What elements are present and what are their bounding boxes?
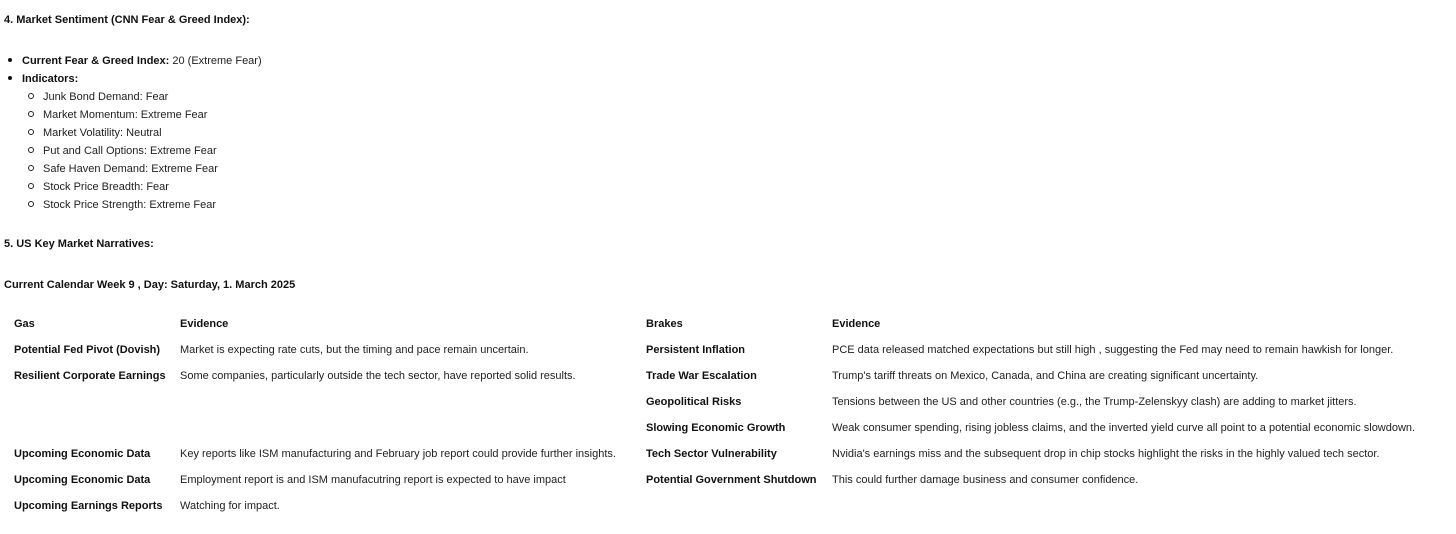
table-row (8, 389, 1446, 415)
brake-cell: Geopolitical Risks (646, 396, 742, 408)
circle-bullet-icon (28, 147, 34, 153)
circle-bullet-icon (28, 111, 34, 117)
brake-cell (640, 493, 826, 519)
gas-evidence-cell: Key reports like ISM manufacturing and February job report could provide further insights. (180, 448, 616, 460)
table-header-row (8, 311, 1446, 337)
current-index-label: Current Fear & Greed Index: (22, 55, 170, 67)
brake-evidence-cell: Nvidia's earnings miss and the subsequent drop in chip stocks highlight the risks in the highly valued tech sector. (832, 448, 1380, 460)
header-brakes: Brakes (646, 318, 683, 330)
gas-evidence-cell (174, 415, 640, 441)
brake-evidence-cell: Tensions between the US and other countries (e.g., the Trump-Zelenskyy clash) are adding to market jitters. (832, 396, 1357, 408)
indicator-text: Junk Bond Demand: Fear (43, 91, 169, 103)
indicator-text: Put and Call Options: Extreme Fear (43, 145, 217, 157)
gas-evidence-cell: Employment report is and ISM manufacutring report is expected to have impact (180, 474, 566, 486)
indicator-item (28, 91, 168, 103)
circle-bullet-icon (28, 165, 34, 171)
indicator-item (28, 181, 169, 193)
gas-evidence-cell: Market is expecting rate cuts, but the timing and pace remain uncertain. (180, 344, 529, 356)
indicators-label: Indicators: (22, 73, 79, 85)
brake-cell: Persistent Inflation (646, 344, 746, 356)
table-row (8, 441, 1446, 467)
gas-evidence-cell: Watching for impact. (180, 500, 280, 512)
brake-evidence-cell: PCE data released matched expectations but still high , suggesting the Fed may need to remain hawkish for longer. (832, 344, 1394, 356)
table-row (8, 467, 1446, 493)
circle-bullet-icon (28, 93, 34, 99)
indicators-item (8, 73, 78, 85)
header-gas-evidence: Evidence (180, 318, 229, 330)
brake-cell: Slowing Economic Growth (646, 422, 786, 434)
brake-cell: Tech Sector Vulnerability (646, 448, 777, 460)
current-index-item (8, 55, 262, 67)
calendar-line: Current Calendar Week 9 , Day: Saturday, 1. March 2025 (4, 279, 296, 291)
brake-evidence-cell: This could further damage business and consumer confidence. (832, 474, 1139, 486)
gas-cell: Upcoming Earnings Reports (14, 500, 163, 512)
brake-evidence-cell: Weak consumer spending, rising jobless claims, and the inverted yield curve all point to a potential economic slowdown. (832, 422, 1416, 434)
section-5-heading: 5. US Key Market Narratives: (4, 238, 154, 250)
gas-evidence-cell: Some companies, particularly outside the tech sector, have reported solid results. (180, 370, 576, 382)
header-brakes-evidence: Evidence (832, 318, 881, 330)
indicator-text: Stock Price Strength: Extreme Fear (43, 199, 217, 211)
brake-evidence-cell (826, 493, 1446, 519)
indicator-text: Market Volatility: Neutral (43, 127, 162, 139)
gas-cell: Upcoming Economic Data (14, 474, 151, 486)
circle-bullet-icon (28, 183, 34, 189)
table-row (8, 493, 1446, 519)
gas-cell: Resilient Corporate Earnings (14, 370, 166, 382)
bullet-icon (8, 76, 12, 80)
indicator-text: Stock Price Breadth: Fear (43, 181, 169, 193)
brake-cell: Potential Government Shutdown (646, 474, 817, 486)
indicator-item (28, 145, 217, 157)
gas-evidence-cell (174, 389, 640, 415)
bullet-icon (8, 58, 12, 62)
gas-cell: Potential Fed Pivot (Dovish) (14, 344, 161, 356)
circle-bullet-icon (28, 201, 34, 207)
header-gas: Gas (14, 318, 35, 330)
brake-evidence-cell: Trump's tariff threats on Mexico, Canada, and China are creating significant uncertainty. (832, 370, 1259, 382)
table-row (8, 337, 1446, 363)
table-row (8, 415, 1446, 441)
current-index-value: 20 (Extreme Fear) (169, 55, 262, 67)
indicator-item (28, 163, 218, 175)
gas-cell: Upcoming Economic Data (14, 448, 151, 460)
table-row (8, 363, 1446, 389)
section-4-heading: 4. Market Sentiment (CNN Fear & Greed Index): (4, 14, 250, 26)
indicator-item (28, 127, 162, 139)
indicator-text: Market Momentum: Extreme Fear (43, 109, 208, 121)
indicator-text: Safe Haven Demand: Extreme Fear (43, 163, 218, 175)
circle-bullet-icon (28, 129, 34, 135)
indicator-item (28, 109, 207, 121)
indicator-item (28, 199, 216, 211)
narratives-table (8, 311, 1446, 519)
gas-cell (8, 389, 174, 415)
gas-cell (8, 415, 174, 441)
brake-cell: Trade War Escalation (646, 370, 757, 382)
